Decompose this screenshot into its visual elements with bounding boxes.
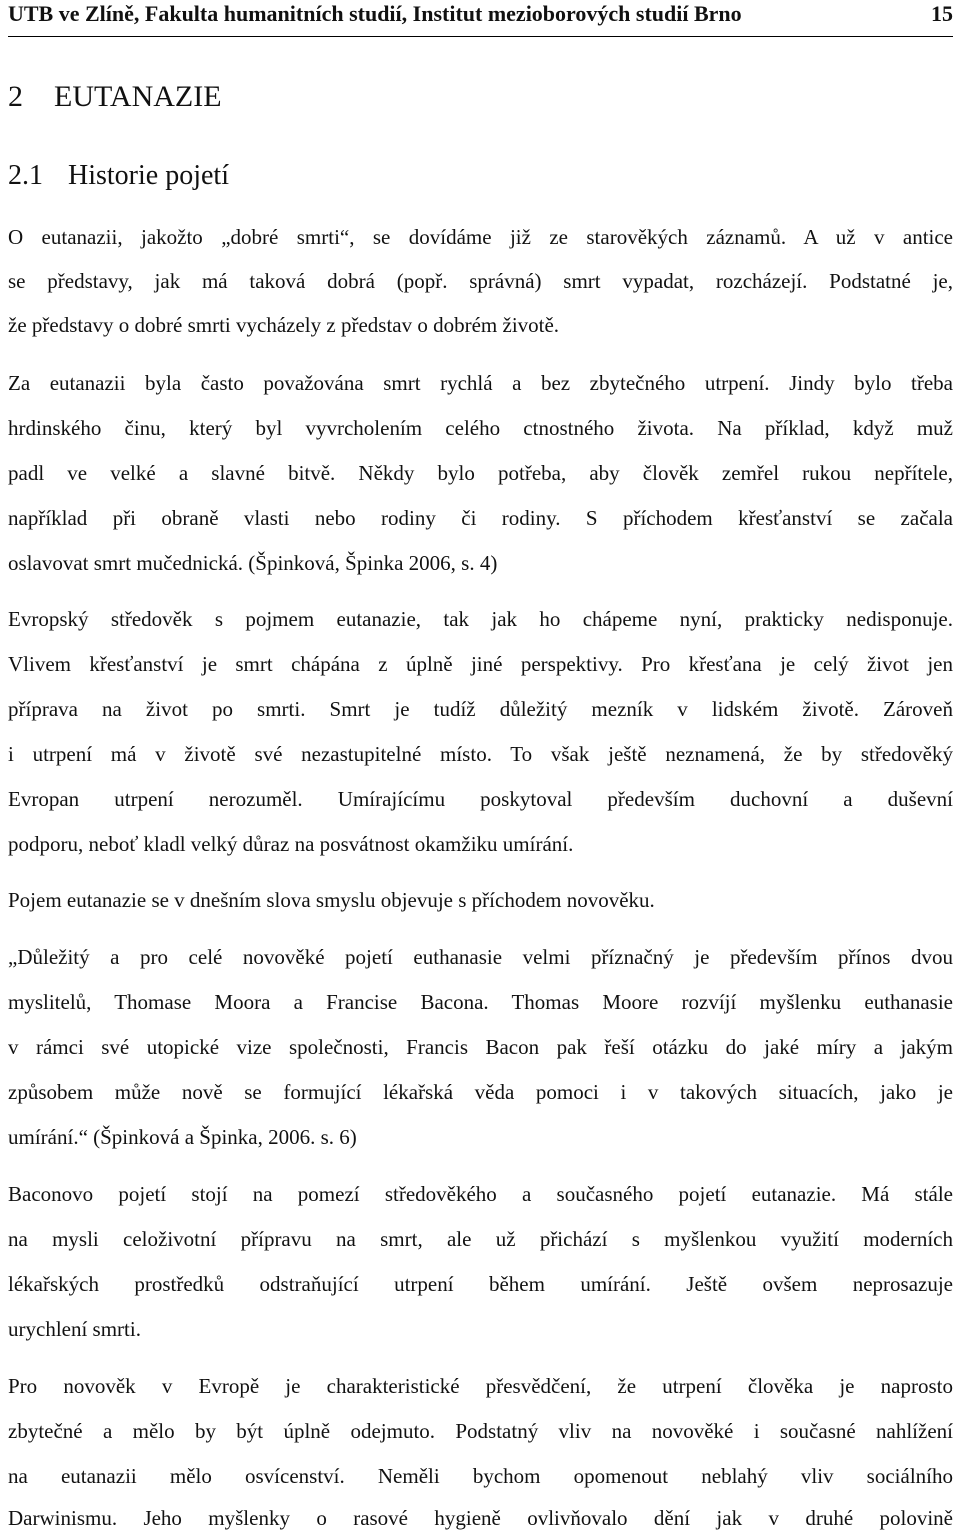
chapter-title: EUTANAZIE xyxy=(54,80,222,113)
text-line: Pro novověk v Evropě je charakteristické přesvědčení, že utrpení člověka je naprosto xyxy=(8,1374,953,1398)
text-line: urychlení smrti. xyxy=(8,1317,141,1341)
text-line: Za eutanazii byla často považována smrt rychlá a bez zbytečného utrpení. Jindy bylo třeba xyxy=(8,371,953,395)
text-line: podporu, neboť kladl velký důraz na posvátnost okamžiku umírání. xyxy=(8,832,574,856)
page-number: 15 xyxy=(931,1,953,26)
text-line: příprava na život po smrti. Smrt je tudíž důležitý mezník v lidském životě. Zároveň xyxy=(8,697,953,721)
header-title: UTB ve Zlíně, Fakulta humanitních studií, Institut mezioborových studií Brno xyxy=(8,1,742,26)
text-line: Baconovo pojetí stojí na pomezí středověkého a současného pojetí eutanazie. Má stále xyxy=(8,1182,953,1206)
text-line: Pojem eutanazie se v dnešním slova smyslu objevuje s příchodem novověku. xyxy=(8,888,655,912)
section-title: Historie pojetí xyxy=(68,160,229,191)
section-number: 2.1 xyxy=(8,160,43,191)
text-line: Evropan utrpení nerozuměl. Umírajícímu poskytoval především duchovní a duševní xyxy=(8,787,953,811)
chapter-number: 2 xyxy=(8,80,23,113)
text-line: že představy o dobré smrti vycházely z představ o dobrém životě. xyxy=(8,313,560,337)
text-line: se představy, jak má taková dobrá (popř. správná) smrt vypadat, rozcházejí. Podstatné je, xyxy=(8,269,953,293)
text-line: i utrpení má v životě své nezastupitelné místo. To však ještě neznamená, že by středověký xyxy=(8,742,953,766)
text-line: hrdinského činu, který byl vyvrcholením celého ctnostného života. Na příklad, když muž xyxy=(8,416,953,440)
text-line: padl ve velké a slavné bitvě. Někdy bylo potřeba, aby člověk zemřel rukou nepřítele, xyxy=(8,461,953,485)
text-line: Vlivem křesťanství je smrt chápána z úplně jiné perspektivy. Pro křesťana je celý život jen xyxy=(8,652,953,676)
text-line: Darwinismu. Jeho myšlenky o rasové hygieně ovlivňovalo dění jak v druhé polovině xyxy=(8,1506,953,1530)
text-line: oslavovat smrt mučednická. (Špinková, Špinka 2006, s. 4) xyxy=(8,551,498,575)
text-line: na mysli celoživotní přípravu na smrt, ale už přichází s myšlenkou využití moderních xyxy=(8,1227,953,1251)
text-line: umírání.“ (Špinková a Špinka, 2006. s. 6) xyxy=(8,1125,357,1149)
text-line: Evropský středověk s pojmem eutanazie, tak jak ho chápeme nyní, prakticky nedisponuje. xyxy=(8,607,953,631)
text-line: zbytečné a mělo by být úplně odejmuto. Podstatný vliv na novověké i současné nahlížení xyxy=(8,1419,953,1443)
chapter-heading xyxy=(8,80,222,114)
running-header xyxy=(8,0,953,37)
document-page xyxy=(8,0,953,1530)
text-line: myslitelů, Thomase Moora a Francise Bacona. Thomas Moore rozvíjí myšlenku euthanasie xyxy=(8,990,953,1014)
text-line: na eutanazii mělo osvícenství. Neměli bychom opomenout neblahý vliv sociálního xyxy=(8,1464,953,1488)
text-line: O eutanazii, jakožto „dobré smrti“, se dovídáme již ze starověkých záznamů. A už v antice xyxy=(8,225,953,249)
text-line: způsobem může nově se formující lékařská věda pomoci i v takových situacích, jako je xyxy=(8,1080,953,1104)
text-line: lékařských prostředků odstraňující utrpení během umírání. Ještě ovšem neprosazuje xyxy=(8,1272,953,1296)
text-line: například při obraně vlasti nebo rodiny či rodiny. S příchodem křesťanství se začala xyxy=(8,506,953,530)
section-heading xyxy=(8,160,229,192)
text-line: v rámci své utopické vize společnosti, Francis Bacon pak řeší otázku do jaké míry a jakým xyxy=(8,1035,953,1059)
text-line: „Důležitý a pro celé novověké pojetí euthanasie velmi příznačný je především přínos dvou xyxy=(8,945,953,969)
